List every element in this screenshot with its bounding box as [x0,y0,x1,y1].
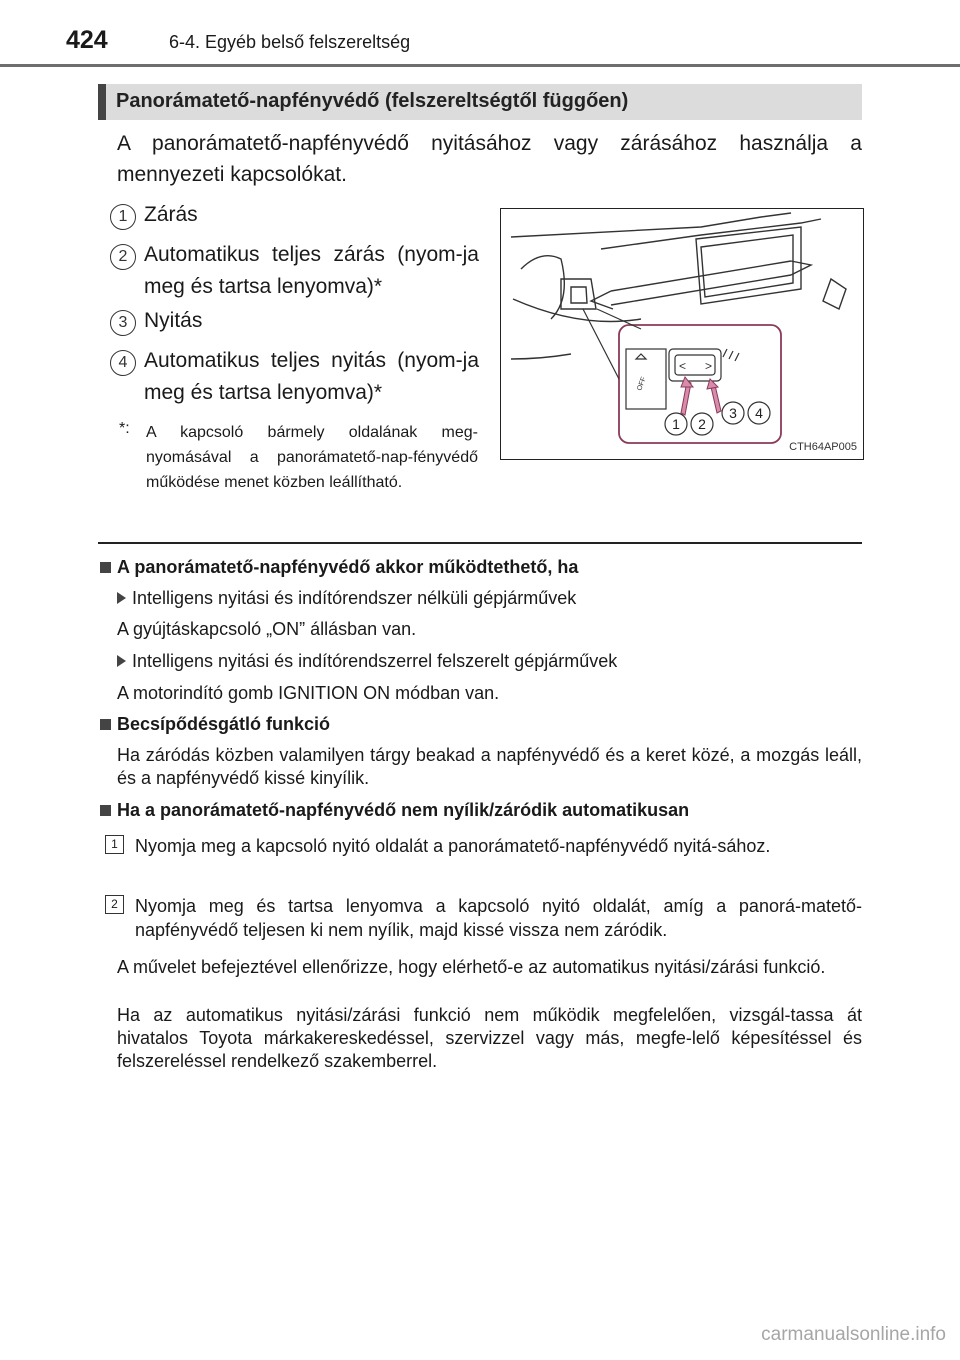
subheading-operable-text: A panorámatető-napfényvédő akkor működtethető, ha [117,557,579,577]
variant-2-label: Intelligens nyitási és indítórendszerrel felszerelt gépjárművek [132,651,618,671]
variant-1 [117,588,576,609]
step-badge-4: 4 [110,350,136,376]
header-rule [0,64,960,67]
intro-paragraph: A panorámatető-napfényvédő nyitásához vagy zárásához használja a mennyezeti kapcsolókat. [117,132,862,186]
after-text: A művelet befejeztével ellenőrizze, hogy elérhető-e az automatikus nyitási/zárási funkció. [117,957,826,977]
auto-step-text-2: Nyomja meg és tartsa lenyomva a kapcsoló nyitó oldalát, amíg a panorá-matető-napfényvédő teljesen ki nem nyílik, majd kissé vissza nem záródik. [135,896,862,940]
square-bullet-icon [100,805,111,816]
step-text-2: Automatikus teljes zárás (nyom-ja meg és tartsa lenyomva)* [144,243,479,298]
step-badge-2: 2 [110,244,136,270]
switch-glyph-right: > [705,359,713,373]
page-number: 424 [66,26,108,54]
fallback-text: Ha az automatikus nyitási/zárási funkció nem működik megfelelően, vizsgál-tassa át hivatalos Toyota márkakereskedéssel, szervizzel vagy más, megfe-lelő képesítéssel és felszereléssel rendelkező szakemberrel. [117,1005,862,1071]
subheading-antipinch-text: Becsípődésgátló funkció [117,714,331,734]
chapter-title: 6-4. Egyéb belső felszereltség [169,32,411,52]
step-badge-1: 1 [110,204,136,230]
callout-3: 3 [729,405,737,421]
variant-2-text: A motorindító gomb IGNITION ON módban van. [117,683,500,703]
footnote-mark: *: [119,420,130,437]
auto-step-badge-1: 1 [105,835,124,854]
section-title: Panorámatető-napfényvédő (felszereltségtől függően) [116,90,629,112]
triangle-bullet-icon [117,655,126,667]
triangle-bullet-icon [117,592,126,604]
auto-step-text-1: Nyomja meg a kapcsoló nyitó oldalát a panorámatető-napfényvédő nyitá-sához. [135,836,771,856]
illustration-drawing [501,209,863,459]
footnote-text: A kapcsoló bármely oldalának meg-nyomásával a panorámatető-nap-fényvédő működése menet közben leállítható. [146,424,478,491]
step-text-3: Nyitás [144,309,203,332]
watermark: carmanualsonline.info [761,1324,946,1345]
step-text-4: Automatikus teljes nyitás (nyom-ja meg és tartsa lenyomva)* [144,349,479,404]
section-accent [98,84,106,120]
square-bullet-icon [100,562,111,573]
variant-1-label: Intelligens nyitási és indítórendszer nélküli gépjárművek [132,588,577,608]
auto-step-badge-2: 2 [105,895,124,914]
section-divider [98,542,862,544]
subheading-antipinch [100,714,330,735]
antipinch-text: Ha záródás közben valamilyen tárgy beakad a napfényvédő és a keret közé, a mozgás leáll, és a napfényvédő kissé kinyílik. [117,745,862,788]
step-badge-3: 3 [110,310,136,336]
subheading-auto-text: Ha a panorámatető-napfényvédő nem nyílik/záródik automatikusan [117,800,690,820]
step-text-1: Zárás [144,203,198,226]
callout-4: 4 [755,405,763,421]
callout-1: 1 [672,416,680,432]
callout-2: 2 [698,416,706,432]
subheading-operable [100,557,578,578]
roof-switch-illustration [500,208,864,460]
variant-2 [117,651,617,672]
variant-1-text: A gyújtáskapcsoló „ON” állásban van. [117,619,417,639]
switch-glyph-left: < [679,359,687,373]
switch-off-label: OFF [636,376,648,392]
square-bullet-icon [100,719,111,730]
subheading-auto [100,800,689,821]
section-heading-bar [98,84,862,120]
figure-code: CTH64AP005 [789,441,857,453]
